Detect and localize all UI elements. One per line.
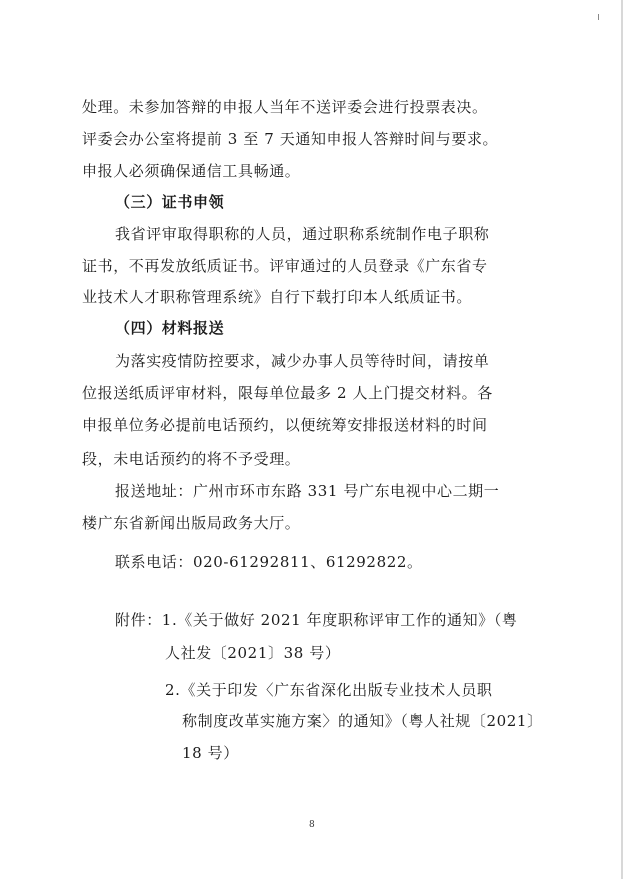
scan-mark [598,14,599,20]
attachment-2-line-2: 称制度改革实施方案〉的通知》（粤人社规〔2021〕 [182,712,543,730]
text-line-7: 业技术人才职称管理系统》自行下载打印本人纸质证书。 [82,288,473,306]
address-line-2: 楼广东省新闻出版局政务大厅。 [82,514,301,532]
text-line-2: 评委会办公室将提前 3 至 7 天通知申报人答辩时间与要求。 [82,130,499,148]
text-line-9: 为落实疫情防控要求，减少办事人员等待时间，请按单 [115,352,490,370]
page-number: 8 [309,820,315,830]
text-line-3: 申报人必须确保通信工具畅通。 [82,162,301,180]
attachment-2-line-3: 18 号） [182,744,239,762]
text-line-6: 证书，不再发放纸质证书。评审通过的人员登录《广东省专 [82,257,488,275]
section-heading-materials: （四）材料报送 [115,319,225,337]
attachment-2-line-1: 2.《关于印发〈广东省深化出版专业技术人员职 [165,681,493,699]
text-line-11: 申报单位务必提前电话预约，以便统筹安排报送材料的时间 [82,416,488,434]
text-line-1: 处理。未参加答辩的申报人当年不送评委会进行投票表决。 [82,98,488,116]
text-line-5: 我省评审取得职称的人员，通过职称系统制作电子职称 [115,225,490,243]
attachment-1-line-1: 附件：1.《关于做好 2021 年度职称评审工作的通知》（粤 [115,611,518,629]
section-heading-certificate: （三）证书申领 [115,193,225,211]
address-line-1: 报送地址：广州市环市东路 331 号广东电视中心二期一 [115,482,500,500]
text-line-10: 位报送纸质评审材料，限每单位最多 2 人上门提交材料。各 [82,384,493,402]
text-line-12: 段，未电话预约的将不予受理。 [82,450,301,468]
contact-phone: 联系电话：020-61292811、61292822。 [115,553,423,571]
attachment-1-line-2: 人社发〔2021〕38 号） [165,644,341,662]
